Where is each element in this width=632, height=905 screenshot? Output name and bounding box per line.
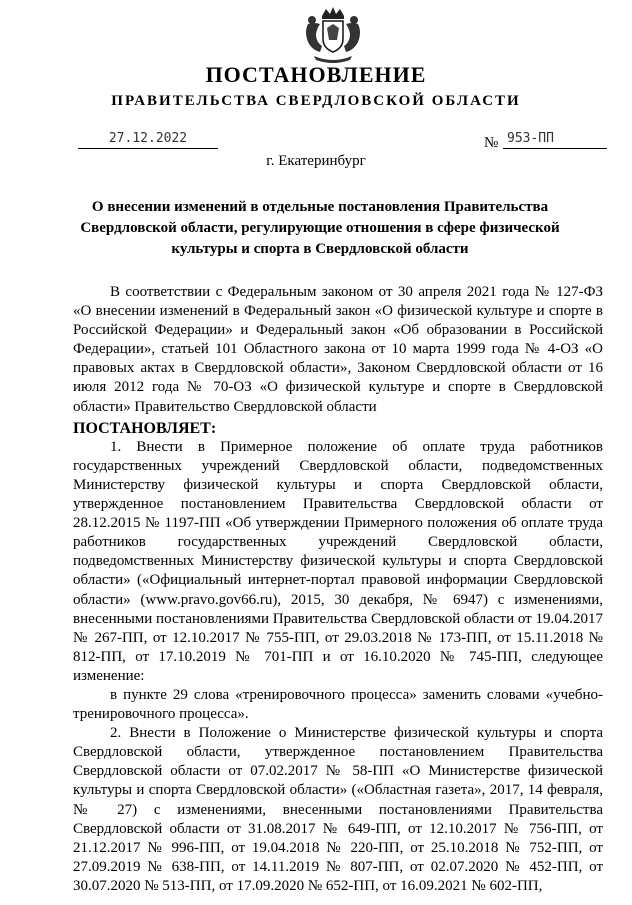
item-1-change-paragraph: в пункте 29 слова «тренировочного процесса» заменить словами «учебно-тренировочного процесса». [73,686,603,723]
document-subtitle: ПРАВИТЕЛЬСТВА СВЕРДЛОВСКОЙ ОБЛАСТИ [111,93,521,109]
resolves-label: ПОСТАНОВЛЯЕТ: [73,419,217,437]
document-heading: О внесении изменений в отдельные постановления Правительства Свердловской области, регулирующие отношения в сфере физической культуры и спорта в Свердловской области [80,199,560,257]
preamble-paragraph: В соответствии с Федеральным законом от 30 апреля 2021 года № 127-ФЗ «О внесении изменений в Федеральный закон «О физической культуре и спорте в Российской Федерации» и Федеральный закон «Об образовании в Российской Федерации», статьей 101 Областного закона от 10 марта 1999 года № 4-ОЗ «О правовых актах в Свердловской области», Законом Свердловской области от 16 июля 2012 года № 70-ОЗ «О физической культуре и спорте в Свердловской области» Правительство Свердловской области [73,284,603,415]
coat-of-arms-emblem [300,6,366,64]
number-sign: № [484,135,499,151]
item-2-paragraph: 2. Внести в Положение о Министерстве физической культуры и спорта Свердловской области, утвержденное постановлением Правительства Свердловской области от 07.02.2017 № 58-ПП «О Министерстве физической культуры и спорта Свердловской области» («Областная газета», 2017, 14 февраля, № 27) с изменениями, внесенными постановлениями Правительства Свердловской области от 31.08.2017 № 649-ПП, от 12.10.2017 № 756-ПП, от 21.12.2017 № 996-ПП, от 19.04.2018 № 220-ПП, от 25.10.2018 № 752-ПП, от 27.09.2019 № 638-ПП, от 14.11.2019 № 807-ПП, от 02.07.2020 № 452-ПП, от 30.07.2020 № 513-ПП, от 17.09.2020 № 652-ПП, от 16.09.2021 № 602-ПП, [73,725,603,894]
document-body [73,283,603,896]
document-date: 27.12.2022 [78,131,218,149]
document-city: г. Екатеринбург [266,153,366,169]
document-number: 953-ПП [503,131,607,149]
document-title: ПОСТАНОВЛЕНИЕ [205,62,427,87]
item-1-paragraph: 1. Внести в Примерное положение об оплате труда работников государственных учреждений Свердловской области, подведомственных Министерству физической культуры и спорта Свердловской области, утвержденное постановлением Правительства Свердловской области от 28.12.2015 № 1197-ПП «Об утверждении Примерного положения об оплате труда работников государственных учреждений Свердловской области, подведомственных Министерству физической культуры и спорта Свердловской области» («Официальный интернет-портал правовой информации Свердловской области» (www.pravo.gov66.ru), 2015, 30 декабря, № 6947) с изменениями, внесенными постановлениями Правительства Свердловской области от 19.04.2017 № 267-ПП, от 12.10.2017 № 755-ПП, от 29.03.2018 № 173-ПП, от 15.11.2018 № 812-ПП, от 17.10.2019 № 701-ПП и от 16.10.2020 № 745-ПП, следующее изменение: [73,438,603,684]
